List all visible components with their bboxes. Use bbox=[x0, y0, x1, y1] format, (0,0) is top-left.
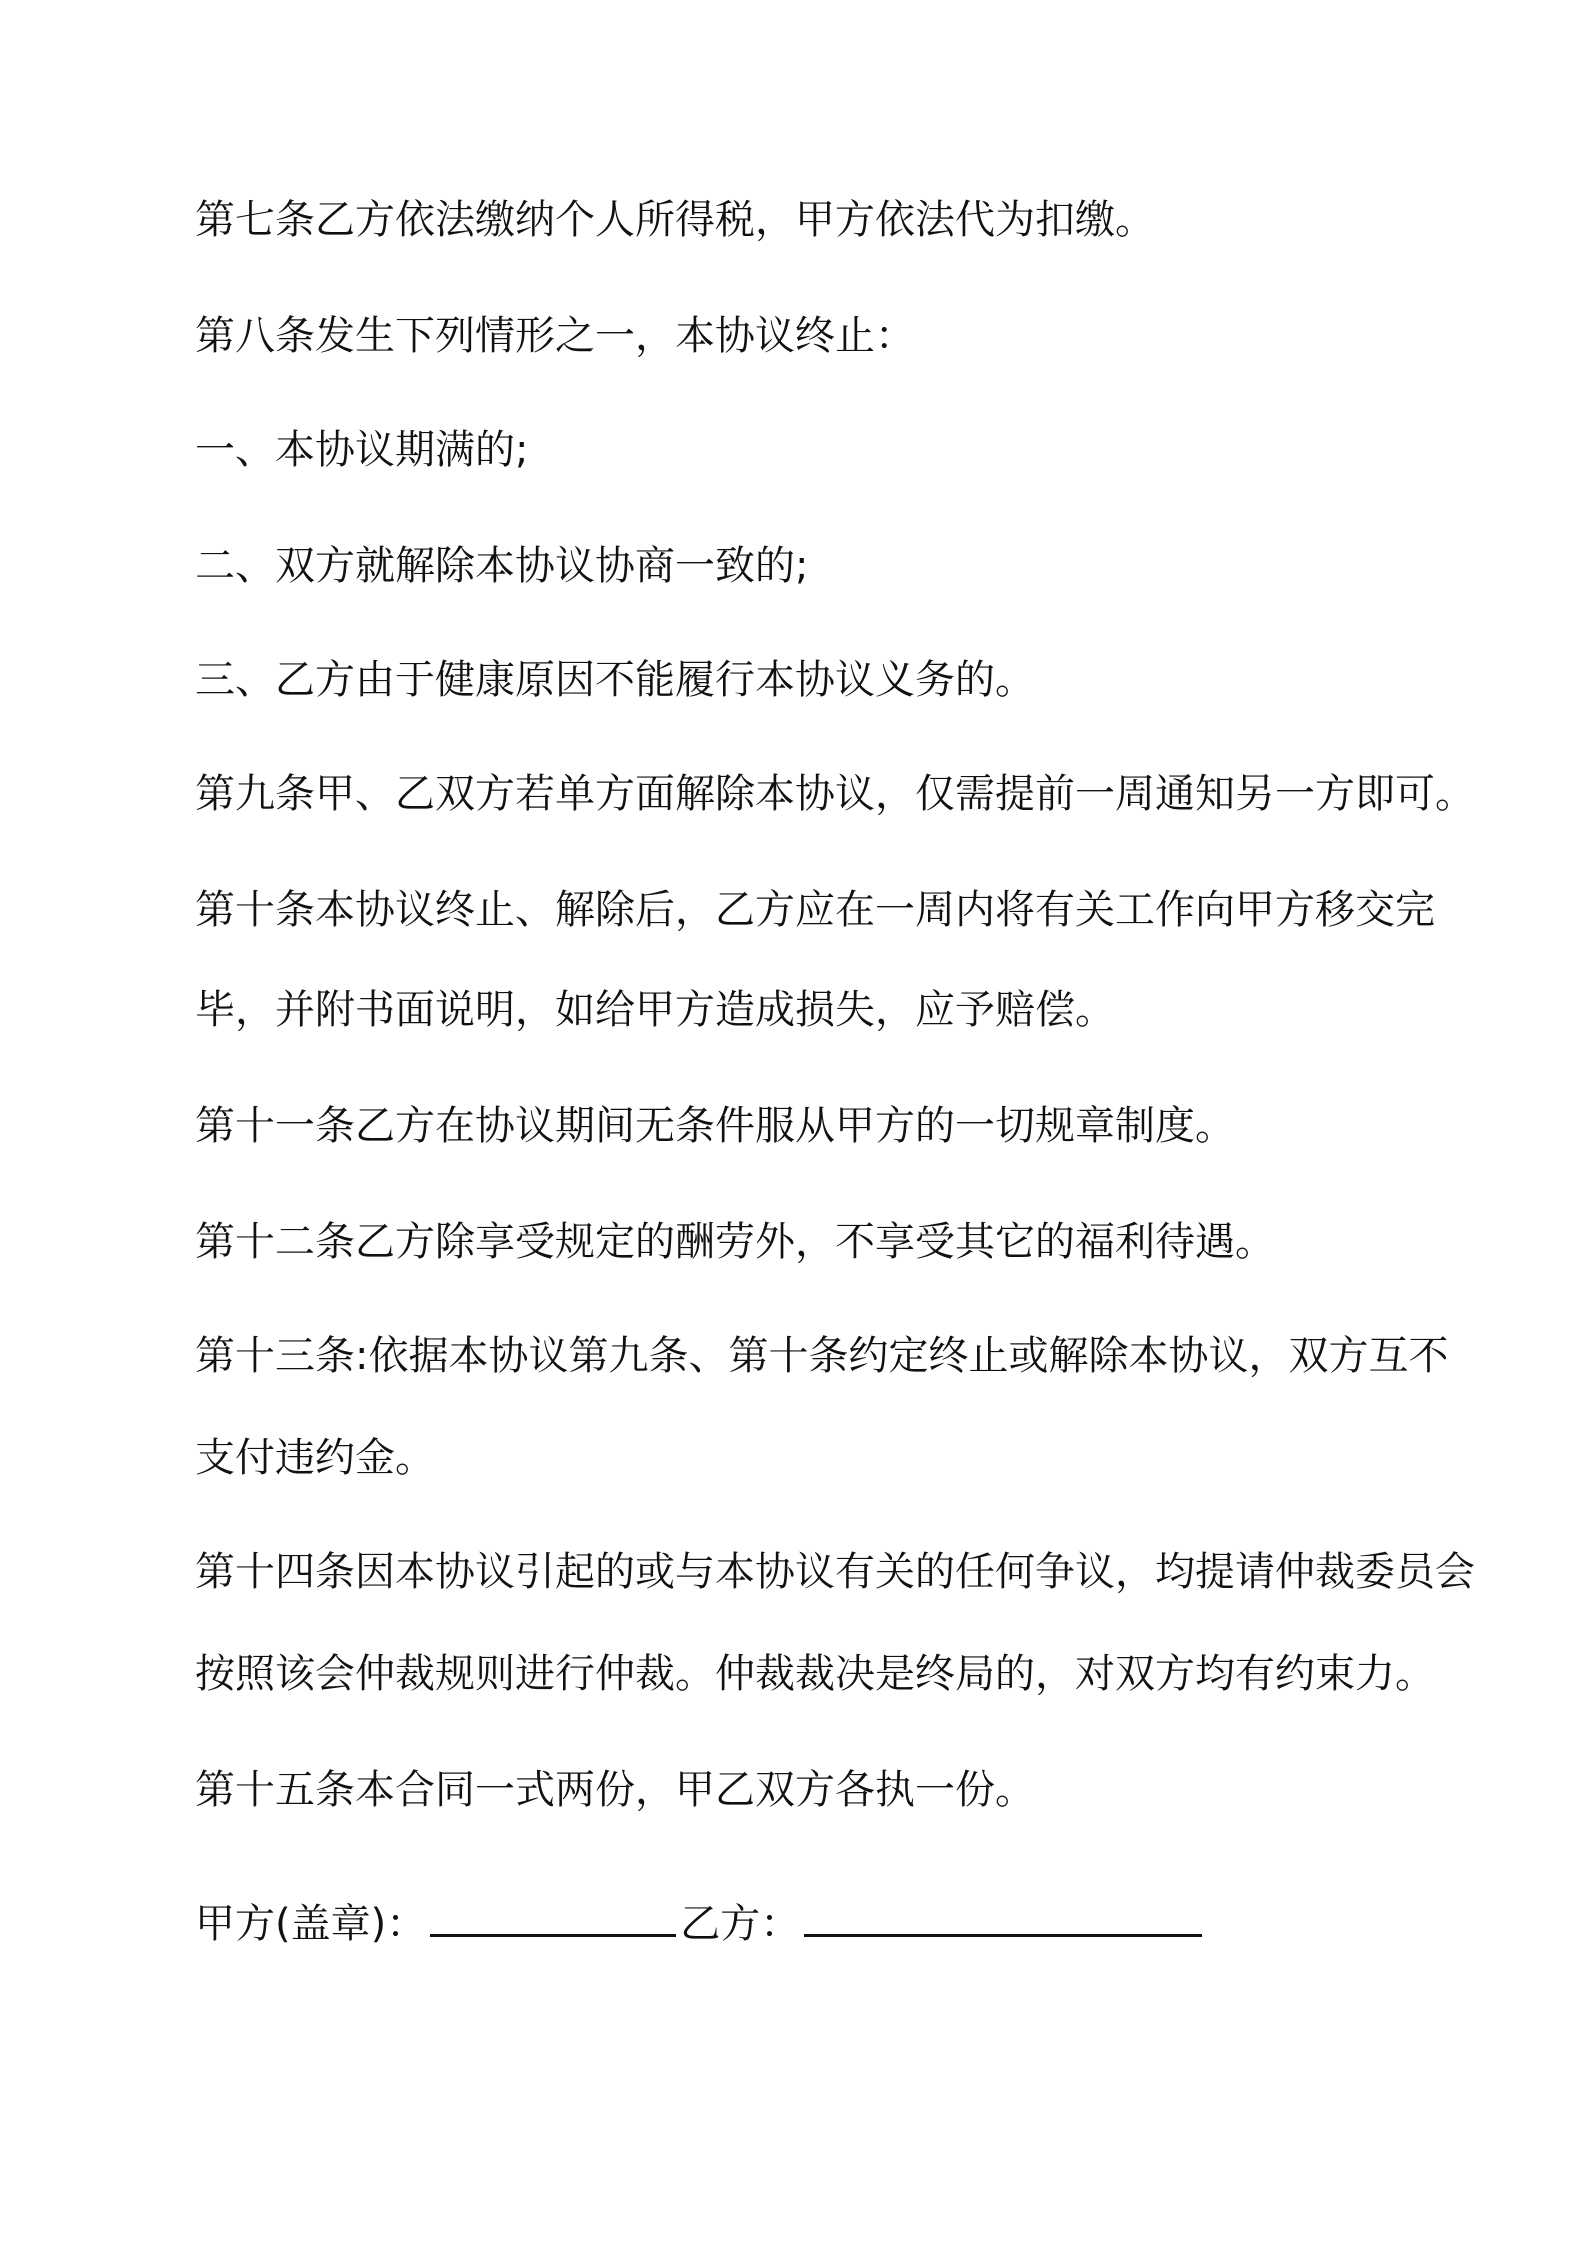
article-14-line-2: 按照该会仲裁规则进行仲裁。仲裁裁决是终局的，对双方均有约束力。 bbox=[195, 1651, 1435, 1697]
article-7: 第七条乙方依法缴纳个人所得税，甲方依法代为扣缴。 bbox=[195, 197, 1155, 243]
article-15: 第十五条本合同一式两份，甲乙双方各执一份。 bbox=[195, 1767, 1035, 1813]
party-b-label: 乙方： bbox=[680, 1901, 801, 1947]
party-a-label: 甲方(盖章)： bbox=[195, 1901, 427, 1947]
article-13-line-1: 第十三条:依据本协议第九条、第十条约定终止或解除本协议，双方互不 bbox=[195, 1333, 1449, 1379]
party-b-signature-blank bbox=[804, 1894, 1202, 1937]
article-8-item-2: 二、双方就解除本协议协商一致的; bbox=[195, 543, 809, 589]
article-12: 第十二条乙方除享受规定的酬劳外，不享受其它的福利待遇。 bbox=[195, 1219, 1275, 1265]
signature-row bbox=[195, 1894, 1206, 1950]
article-10-line-2: 毕，并附书面说明，如给甲方造成损失，应予赔偿。 bbox=[195, 987, 1115, 1033]
article-8-item-1: 一、本协议期满的; bbox=[195, 427, 529, 473]
article-13-line-2: 支付违约金。 bbox=[195, 1435, 435, 1481]
article-14-line-1: 第十四条因本协议引起的或与本协议有关的任何争议，均提请仲裁委员会 bbox=[195, 1549, 1475, 1595]
article-8-item-3: 三、乙方由于健康原因不能履行本协议义务的。 bbox=[195, 657, 1035, 703]
article-10-line-1: 第十条本协议终止、解除后，乙方应在一周内将有关工作向甲方移交完 bbox=[195, 887, 1435, 933]
article-9: 第九条甲、乙双方若单方面解除本协议，仅需提前一周通知另一方即可。 bbox=[195, 771, 1475, 817]
article-8: 第八条发生下列情形之一，本协议终止： bbox=[195, 313, 915, 359]
party-a-signature-blank bbox=[430, 1894, 676, 1937]
article-11: 第十一条乙方在协议期间无条件服从甲方的一切规章制度。 bbox=[195, 1103, 1235, 1149]
